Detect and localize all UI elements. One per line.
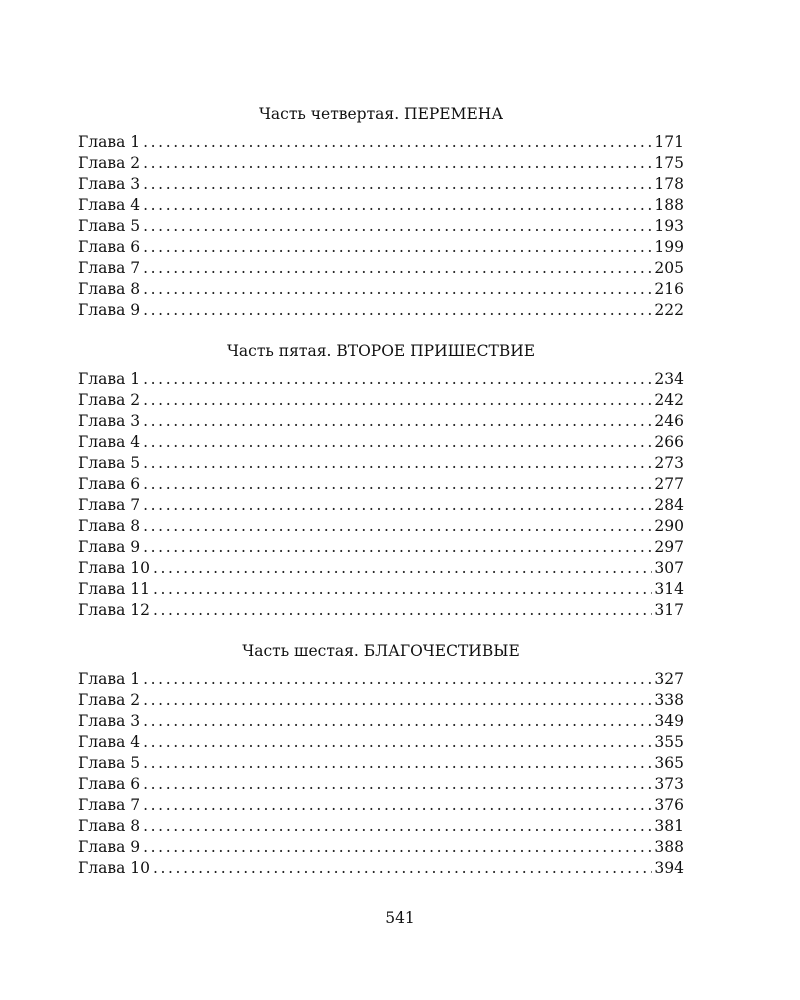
chapter-label: Глава 2	[78, 690, 143, 711]
chapter-label: Глава 12	[78, 600, 153, 621]
chapter-page-number: 355	[654, 733, 684, 751]
chapter-page-number: 216	[654, 280, 684, 298]
dot-leader	[143, 711, 652, 732]
chapter-page-number: 381	[654, 817, 684, 835]
chapter-page-number: 205	[654, 259, 684, 277]
dot-leader	[153, 579, 652, 600]
chapter-label: Глава 6	[78, 237, 143, 258]
toc-part	[78, 339, 684, 621]
chapter-page-number: 307	[654, 559, 684, 577]
chapter-page-number: 222	[654, 301, 684, 319]
chapter-label: Глава 5	[78, 453, 143, 474]
toc-entry[interactable]	[78, 132, 684, 153]
chapter-page-number: 175	[654, 154, 684, 172]
dot-leader	[143, 837, 652, 858]
chapter-page-number: 171	[654, 133, 684, 151]
chapter-page-number: 266	[654, 433, 684, 451]
chapter-page-number: 338	[654, 691, 684, 709]
dot-leader	[153, 858, 652, 879]
chapter-label: Глава 7	[78, 795, 143, 816]
dot-leader	[143, 174, 652, 195]
dot-leader	[143, 669, 652, 690]
toc-entry[interactable]	[78, 537, 684, 558]
toc-entry[interactable]	[78, 732, 684, 753]
chapter-page-number: 314	[654, 580, 684, 598]
chapter-label: Глава 9	[78, 300, 143, 321]
part-title: Часть шестая. БЛАГОЧЕСТИВЫЕ	[242, 642, 520, 660]
toc-part	[78, 639, 684, 879]
chapter-label: Глава 8	[78, 816, 143, 837]
part-title: Часть пятая. ВТОРОЕ ПРИШЕСТВИЕ	[226, 342, 536, 360]
toc-entry[interactable]	[78, 816, 684, 837]
dot-leader	[143, 774, 652, 795]
chapter-page-number: 178	[654, 175, 684, 193]
chapter-page-number: 246	[654, 412, 684, 430]
chapter-label: Глава 9	[78, 837, 143, 858]
toc-part	[78, 102, 684, 321]
toc-entry[interactable]	[78, 411, 684, 432]
chapter-page-number: 317	[654, 601, 684, 619]
chapter-label: Глава 10	[78, 558, 153, 579]
chapter-label: Глава 6	[78, 774, 143, 795]
toc-entry[interactable]	[78, 516, 684, 537]
dot-leader	[143, 432, 652, 453]
chapter-page-number: 388	[654, 838, 684, 856]
chapter-label: Глава 10	[78, 858, 153, 879]
chapter-page-number: 193	[654, 217, 684, 235]
dot-leader	[143, 390, 652, 411]
chapter-label: Глава 2	[78, 390, 143, 411]
toc-entry[interactable]	[78, 390, 684, 411]
dot-leader	[143, 732, 652, 753]
toc-entry[interactable]	[78, 279, 684, 300]
chapter-page-number: 376	[654, 796, 684, 814]
toc-entry[interactable]	[78, 600, 684, 621]
dot-leader	[143, 753, 652, 774]
chapter-page-number: 365	[654, 754, 684, 772]
dot-leader	[143, 690, 652, 711]
dot-leader	[143, 132, 652, 153]
chapter-label: Глава 9	[78, 537, 143, 558]
dot-leader	[143, 258, 652, 279]
toc-entry[interactable]	[78, 237, 684, 258]
toc-entry[interactable]	[78, 774, 684, 795]
toc-entry[interactable]	[78, 858, 684, 879]
chapter-label: Глава 3	[78, 174, 143, 195]
dot-leader	[143, 453, 652, 474]
chapter-page-number: 290	[654, 517, 684, 535]
chapter-label: Глава 5	[78, 216, 143, 237]
chapter-page-number: 273	[654, 454, 684, 472]
dot-leader	[143, 537, 652, 558]
dot-leader	[153, 600, 652, 621]
chapter-label: Глава 5	[78, 753, 143, 774]
dot-leader	[143, 237, 652, 258]
dot-leader	[143, 474, 652, 495]
chapter-page-number: 297	[654, 538, 684, 556]
toc-entry[interactable]	[78, 300, 684, 321]
toc-entry[interactable]	[78, 669, 684, 690]
dot-leader	[143, 216, 652, 237]
chapter-label: Глава 7	[78, 258, 143, 279]
chapter-label: Глава 1	[78, 369, 143, 390]
dot-leader	[143, 279, 652, 300]
chapter-page-number: 188	[654, 196, 684, 214]
chapter-label: Глава 7	[78, 495, 143, 516]
toc-entry[interactable]	[78, 258, 684, 279]
dot-leader	[153, 558, 652, 579]
chapter-page-number: 349	[654, 712, 684, 730]
page-number: 541	[385, 909, 415, 927]
chapter-label: Глава 1	[78, 132, 143, 153]
chapter-label: Глава 4	[78, 432, 143, 453]
chapter-label: Глава 8	[78, 279, 143, 300]
chapter-label: Глава 3	[78, 711, 143, 732]
chapter-page-number: 327	[654, 670, 684, 688]
toc-entry[interactable]	[78, 174, 684, 195]
toc-entry[interactable]	[78, 711, 684, 732]
toc-entry[interactable]	[78, 153, 684, 174]
toc-entry[interactable]	[78, 690, 684, 711]
chapter-page-number: 242	[654, 391, 684, 409]
chapter-page-number: 373	[654, 775, 684, 793]
toc-entry[interactable]	[78, 795, 684, 816]
toc-entry[interactable]	[78, 558, 684, 579]
dot-leader	[143, 495, 652, 516]
chapter-label: Глава 4	[78, 732, 143, 753]
chapter-label: Глава 1	[78, 669, 143, 690]
chapter-label: Глава 2	[78, 153, 143, 174]
chapter-page-number: 277	[654, 475, 684, 493]
toc-entry[interactable]	[78, 837, 684, 858]
dot-leader	[143, 369, 652, 390]
toc-entry[interactable]	[78, 474, 684, 495]
part-title: Часть четвертая. ПЕРЕМЕНА	[258, 105, 504, 123]
dot-leader	[143, 195, 652, 216]
dot-leader	[143, 816, 652, 837]
toc-entry[interactable]	[78, 495, 684, 516]
toc-entry[interactable]	[78, 216, 684, 237]
toc-entry[interactable]	[78, 432, 684, 453]
table-of-contents	[78, 102, 684, 897]
chapter-label: Глава 6	[78, 474, 143, 495]
toc-entry[interactable]	[78, 195, 684, 216]
chapter-page-number: 199	[654, 238, 684, 256]
dot-leader	[143, 516, 652, 537]
toc-entry[interactable]	[78, 369, 684, 390]
chapter-page-number: 284	[654, 496, 684, 514]
toc-entry[interactable]	[78, 753, 684, 774]
chapter-label: Глава 4	[78, 195, 143, 216]
chapter-page-number: 394	[654, 859, 684, 877]
chapter-page-number: 234	[654, 370, 684, 388]
chapter-label: Глава 8	[78, 516, 143, 537]
toc-entry[interactable]	[78, 453, 684, 474]
toc-entry[interactable]	[78, 579, 684, 600]
dot-leader	[143, 300, 652, 321]
dot-leader	[143, 795, 652, 816]
chapter-label: Глава 3	[78, 411, 143, 432]
dot-leader	[143, 411, 652, 432]
chapter-label: Глава 11	[78, 579, 153, 600]
dot-leader	[143, 153, 652, 174]
